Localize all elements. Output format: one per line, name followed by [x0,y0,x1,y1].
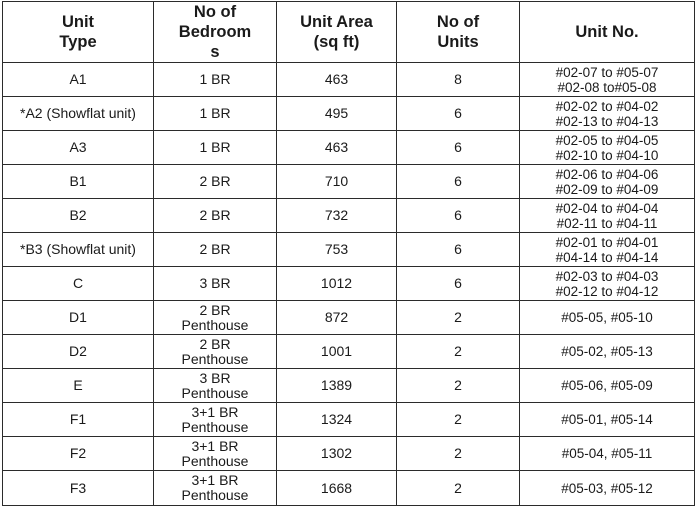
table-row [3,97,695,131]
unit-no-cell: #02-03 to #04-03 #02-12 to #04-12 [520,267,695,301]
unit-area-cell: 753 [277,233,397,267]
bedrooms-cell: 3+1 BR Penthouse [154,471,277,506]
unit-count-cell: 6 [397,165,520,199]
unit-count-cell: 2 [397,301,520,335]
unit-area-cell: 463 [277,131,397,165]
unit-type-cell: *B3 (Showflat unit) [3,233,154,267]
unit-no-cell: #02-02 to #04-02 #02-13 to #04-13 [520,97,695,131]
unit-count-cell: 2 [397,369,520,403]
unit-area-cell: 1324 [277,403,397,437]
bedrooms-cell: 1 BR [154,131,277,165]
table-row [3,199,695,233]
unit-type-cell: B1 [3,165,154,199]
table-row [3,165,695,199]
bedrooms-cell: 2 BR [154,233,277,267]
unit-type-cell: F3 [3,471,154,506]
header-row [3,2,695,63]
unit-count-cell: 2 [397,403,520,437]
bedrooms-cell: 2 BR Penthouse [154,335,277,369]
unit-no-cell: #05-02, #05-13 [520,335,695,369]
header-no-of-units: No of Units [397,2,520,63]
table-row [3,63,695,97]
unit-no-cell: #02-06 to #04-06 #02-09 to #04-09 [520,165,695,199]
unit-type-cell: B2 [3,199,154,233]
unit-type-cell: F2 [3,437,154,471]
header-unit-no: Unit No. [520,2,695,63]
unit-count-cell: 6 [397,131,520,165]
unit-type-cell: E [3,369,154,403]
unit-area-cell: 1668 [277,471,397,506]
unit-area-cell: 1012 [277,267,397,301]
unit-no-cell: #05-03, #05-12 [520,471,695,506]
unit-no-cell: #02-04 to #04-04 #02-11 to #04-11 [520,199,695,233]
table-row [3,131,695,165]
table-row [3,369,695,403]
table-row [3,267,695,301]
unit-no-cell: #05-01, #05-14 [520,403,695,437]
bedrooms-cell: 3 BR [154,267,277,301]
table-row [3,437,695,471]
unit-type-cell: *A2 (Showflat unit) [3,97,154,131]
unit-type-cell: A1 [3,63,154,97]
unit-count-cell: 2 [397,471,520,506]
unit-area-cell: 463 [277,63,397,97]
bedrooms-cell: 1 BR [154,97,277,131]
header-unit-type: Unit Type [3,2,154,63]
unit-count-cell: 6 [397,267,520,301]
table-row [3,403,695,437]
unit-area-cell: 1389 [277,369,397,403]
unit-count-cell: 2 [397,335,520,369]
table-row [3,471,695,506]
table-body [3,63,695,506]
unit-area-cell: 872 [277,301,397,335]
unit-count-cell: 8 [397,63,520,97]
table-header [3,2,695,63]
unit-area-cell: 495 [277,97,397,131]
unit-no-cell: #05-06, #05-09 [520,369,695,403]
bedrooms-cell: 2 BR [154,199,277,233]
unit-area-cell: 1302 [277,437,397,471]
bedrooms-cell: 3+1 BR Penthouse [154,403,277,437]
table-row [3,335,695,369]
unit-area-cell: 710 [277,165,397,199]
unit-type-cell: A3 [3,131,154,165]
unit-no-cell: #02-01 to #04-01 #04-14 to #04-14 [520,233,695,267]
unit-count-cell: 2 [397,437,520,471]
unit-no-cell: #05-04, #05-11 [520,437,695,471]
unit-no-cell: #02-05 to #04-05 #02-10 to #04-10 [520,131,695,165]
table-row [3,301,695,335]
header-unit-area: Unit Area (sq ft) [277,2,397,63]
table-row [3,233,695,267]
unit-area-cell: 1001 [277,335,397,369]
bedrooms-cell: 2 BR [154,165,277,199]
unit-count-cell: 6 [397,233,520,267]
unit-schedule-table [2,1,695,506]
unit-no-cell: #02-07 to #05-07 #02-08 to#05-08 [520,63,695,97]
bedrooms-cell: 3+1 BR Penthouse [154,437,277,471]
unit-area-cell: 732 [277,199,397,233]
bedrooms-cell: 2 BR Penthouse [154,301,277,335]
unit-type-cell: C [3,267,154,301]
unit-type-cell: D1 [3,301,154,335]
unit-count-cell: 6 [397,199,520,233]
unit-type-cell: D2 [3,335,154,369]
unit-type-cell: F1 [3,403,154,437]
unit-no-cell: #05-05, #05-10 [520,301,695,335]
unit-count-cell: 6 [397,97,520,131]
bedrooms-cell: 3 BR Penthouse [154,369,277,403]
bedrooms-cell: 1 BR [154,63,277,97]
header-bedrooms: No of Bedroom s [154,2,277,63]
